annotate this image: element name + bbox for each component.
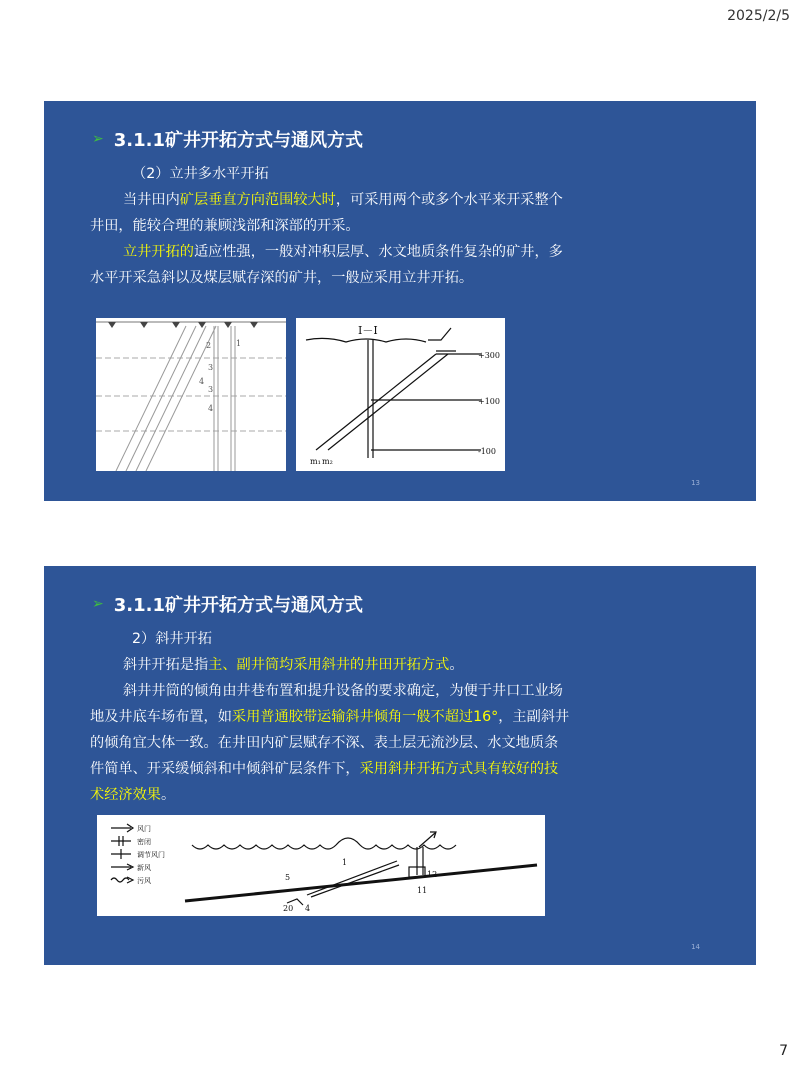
highlight: 采用斜井开拓方式具有较好的技术经济效果	[90, 761, 559, 803]
paragraph: 立井开拓的适应性强，一般对冲积层厚、水文地质条件复杂的矿井，多水平开采急斜以及煤层赋存深的矿井，一般应采用立井开拓。	[90, 244, 563, 286]
figure-number: 11	[417, 886, 428, 895]
legend-label: 新风	[137, 864, 151, 872]
highlight: 主、副井筒均采用斜井的井田开拓方式	[208, 657, 450, 673]
highlight: 矿层垂直方向范围较大时	[179, 192, 336, 208]
figure-bottom-svg	[97, 815, 545, 916]
bullet-arrow-icon: ➢	[92, 596, 104, 612]
slide-number: 14	[691, 943, 700, 951]
slide-body	[90, 161, 570, 291]
seam-label: m₁	[310, 457, 321, 466]
highlight: 采用普通胶带运输斜井倾角一般不超过16°	[231, 709, 499, 725]
figure-right-svg	[296, 318, 505, 471]
section-label: I－I	[358, 324, 378, 337]
subheading: （2）立井多水平开拓	[132, 166, 269, 182]
slide-title	[92, 591, 363, 617]
figure-number: 20	[283, 904, 294, 913]
page-number: 7	[779, 1043, 788, 1059]
figure-label: 4	[199, 377, 205, 386]
slide-number: 13	[691, 479, 700, 487]
slide-title-text: 3.1.1矿井开拓方式与通风方式	[113, 130, 363, 151]
slide-14	[44, 566, 756, 965]
slide-13	[44, 101, 756, 501]
legend-label: 风门	[137, 825, 151, 833]
level-label: +100	[478, 397, 500, 406]
figure-label: 3	[208, 363, 214, 372]
figure-number: 4	[305, 904, 311, 913]
subheading: 2）斜井开拓	[132, 631, 212, 647]
legend-label: 污风	[137, 877, 151, 885]
slide-body	[90, 626, 570, 808]
bullet-arrow-icon: ➢	[92, 131, 104, 147]
page-date: 2025/2/5	[727, 8, 790, 24]
slide-title	[92, 126, 363, 152]
paragraph: 斜井井筒的倾角由井巷布置和提升设备的要求确定，为便于井口工业场地及井底车场布置，如采用普通胶带运输斜井倾角一般不超过16°，主副斜井的倾角宜大体一致。在井田内矿层赋存不深、表土层无流沙层、水文地质条件简单、开采缓倾斜和中倾斜矿层条件下，采用斜井开拓方式具有较好的技术经济效果。	[90, 683, 570, 803]
highlight: 立井开拓的	[123, 244, 194, 260]
paragraph: 当井田内矿层垂直方向范围较大时，可采用两个或多个水平来开采整个井田，能较合理的兼顾浅部和深部的开采。	[90, 192, 563, 234]
legend-label: 密闭	[137, 838, 151, 846]
figure-section-I-I	[296, 318, 505, 471]
seam-label: m₂	[322, 457, 333, 466]
figure-label: 2	[206, 341, 212, 350]
figure-number: 5	[285, 873, 291, 882]
figure-inclined-shaft-ventilation	[97, 815, 545, 916]
paragraph: 斜井开拓是指主、副井筒均采用斜井的井田开拓方式。	[123, 657, 464, 673]
figure-label: 4	[208, 404, 214, 413]
level-label: -100	[478, 447, 496, 456]
legend-label: 调节风门	[137, 851, 165, 859]
slide-title-text: 3.1.1矿井开拓方式与通风方式	[113, 595, 363, 616]
figure-label: 3	[208, 385, 214, 394]
figure-label: 1	[236, 339, 242, 348]
level-label: +300	[478, 351, 500, 360]
figure-left-svg	[96, 318, 286, 471]
figure-number: 1	[342, 858, 348, 867]
figure-multi-level-shaft-sketch	[96, 318, 286, 471]
figure-number: 12	[427, 870, 438, 879]
